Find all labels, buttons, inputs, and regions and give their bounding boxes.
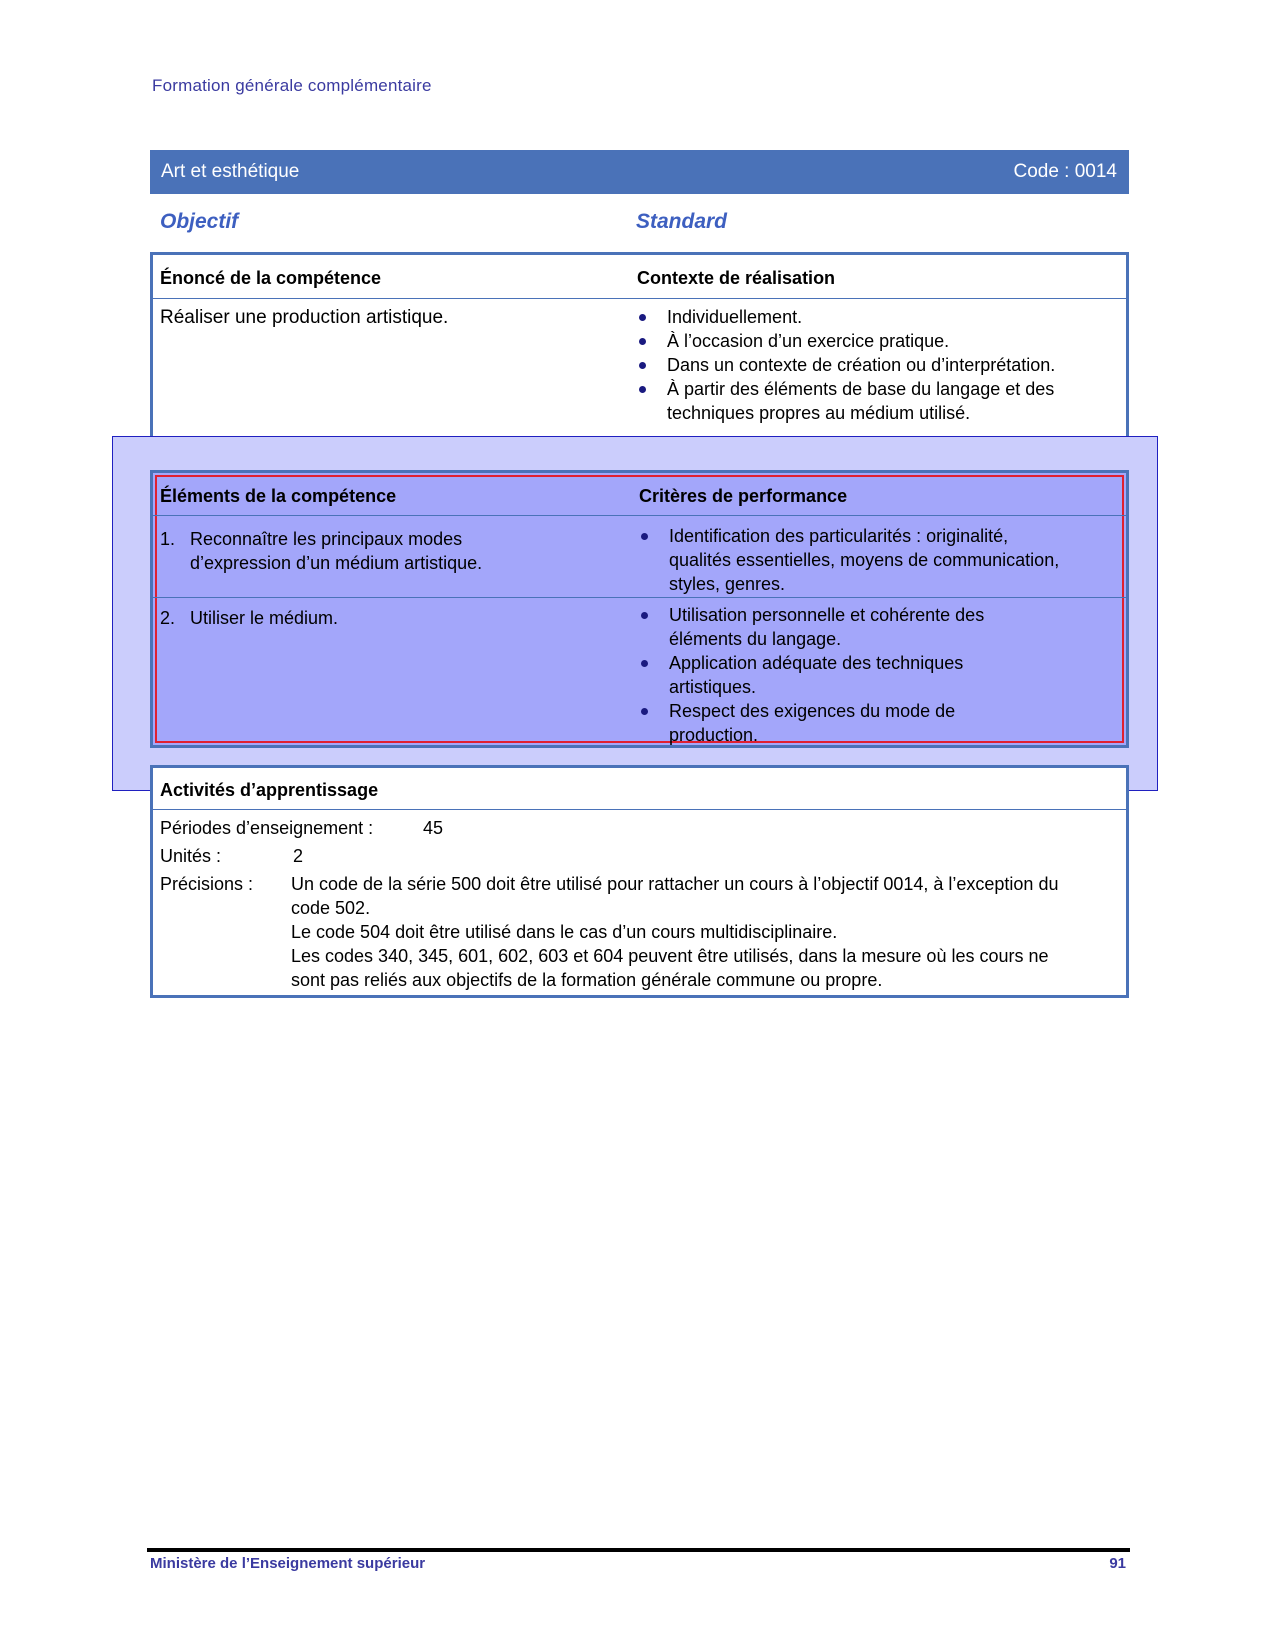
enonce-text: Réaliser une production artistique.	[160, 307, 449, 328]
unites-label: Unités :	[160, 846, 222, 866]
page-footer	[150, 1555, 1126, 1575]
criteres-header: Critères de performance	[639, 486, 848, 506]
periodes-value: 45	[423, 818, 444, 838]
running-head: Formation générale complémentaire	[152, 76, 432, 95]
list-item: Les codes 340, 345, 601, 602, 603 et 604 peuvent être utilisés, dans la mesure où les cours ne sont pas reliés aux objectifs de la formation générale commune ou propre.	[291, 946, 1049, 990]
criteres-list	[639, 603, 1029, 747]
element-number: 1.	[160, 529, 176, 549]
elements-header: Éléments de la compétence	[160, 486, 397, 506]
list-item: Application adéquate des techniques artistiques.	[639, 651, 1029, 699]
criteres-list	[639, 524, 1069, 596]
contexte-list	[637, 305, 1067, 425]
contexte-header: Contexte de réalisation	[637, 268, 836, 288]
list-item: À partir des éléments de base du langage et des techniques propres au médium utilisé.	[637, 377, 1067, 425]
list-item: Utilisation personnelle et cohérente des éléments du langage.	[639, 603, 1029, 651]
table-row	[153, 516, 1126, 597]
title-bar	[150, 150, 1129, 194]
activites-box	[150, 765, 1129, 998]
footer-rule	[147, 1548, 1130, 1552]
precisions-list	[291, 872, 1081, 992]
element-text: Reconnaître les principaux modes d’expression d’un médium artistique.	[190, 529, 483, 573]
unites-value: 2	[293, 846, 304, 866]
performance-header-row	[153, 473, 1126, 516]
performance-box	[150, 470, 1129, 748]
element-number: 2.	[160, 608, 176, 628]
list-item: Un code de la série 500 doit être utilisé pour rattacher un cours à l’objectif 0014, à l’exception du code 502.	[291, 874, 1059, 918]
footer-ministry: Ministère de l’Enseignement supérieur	[150, 1555, 426, 1572]
list-item: Le code 504 doit être utilisé dans le cas d’un cours multidisciplinaire.	[291, 922, 838, 942]
standard-heading: Standard	[636, 210, 728, 233]
precisions-label: Précisions :	[160, 874, 254, 894]
table-row	[153, 597, 1126, 745]
list-item: Dans un contexte de création ou d’interprétation.	[637, 353, 1067, 377]
activites-header: Activités d’apprentissage	[160, 780, 379, 800]
course-code: Code : 0014	[1013, 161, 1117, 182]
competence-header-row	[153, 255, 1126, 299]
element-text: Utiliser le médium.	[190, 608, 339, 628]
course-title: Art et esthétique	[161, 161, 300, 182]
list-item: Identification des particularités : originalité, qualités essentielles, moyens de communication, styles, genres.	[639, 524, 1069, 596]
enonce-header: Énoncé de la compétence	[160, 268, 382, 288]
objectif-heading: Objectif	[160, 210, 239, 233]
list-item: Individuellement.	[637, 305, 1067, 329]
column-headings	[160, 210, 1120, 238]
list-item: Respect des exigences du mode de production.	[639, 699, 1029, 747]
page-number: 91	[1109, 1555, 1126, 1572]
activites-header-row	[153, 768, 1126, 810]
periodes-label: Périodes d’enseignement :	[160, 818, 374, 838]
competence-box	[150, 252, 1129, 452]
list-item: À l’occasion d’un exercice pratique.	[637, 329, 1067, 353]
